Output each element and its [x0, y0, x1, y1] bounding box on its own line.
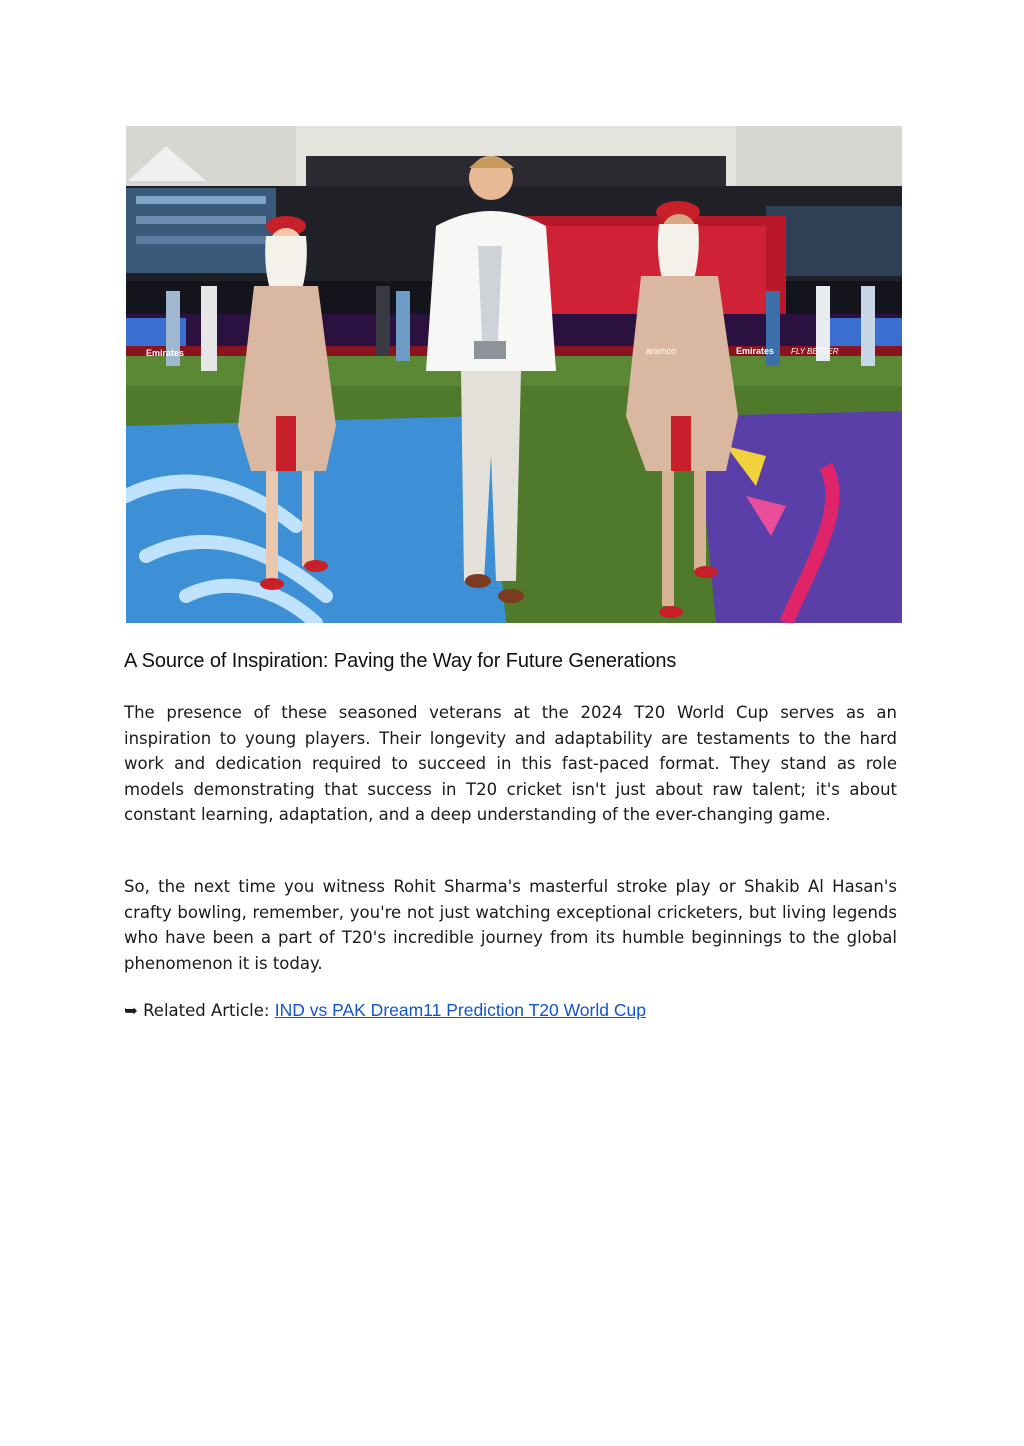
arrow-icon: ➥	[124, 1001, 138, 1020]
signage-fly-better: FLY BETTER	[791, 347, 839, 356]
paragraph-living-legends: So, the next time you witness Rohit Sharma's masterful stroke play or Shakib Al Hasan's crafty bowling, remember, you're not just watching exceptional cricketers, but living legends who have been a part of T20's incredible journey from its humble beginnings to the global phenomenon it is today.	[124, 877, 897, 973]
related-article	[124, 998, 646, 1024]
section-heading: A Source of Inspiration: Paving the Way for Future Generations	[124, 650, 677, 672]
related-article-link[interactable]: IND vs PAK Dream11 Prediction T20 World Cup	[274, 1000, 646, 1020]
related-article-label: Related Article:	[143, 1001, 270, 1020]
signage-aramco: aramco	[646, 346, 677, 356]
trophy-walk-photo	[126, 126, 902, 623]
signage-emirates-left: Emirates	[146, 348, 185, 358]
signage-emirates-right: Emirates	[736, 346, 775, 356]
paragraph-inspiration: The presence of these seasoned veterans at the 2024 T20 World Cup serves as an inspiration to young players. Their longevity and adaptability are testaments to the hard work and dedication required to succeed in this fast-paced format. They stand as role models demonstrating that success in T20 cricket isn't just about raw talent; it's about constant learning, adaptation, and a deep understanding of the ever-changing game.	[124, 703, 897, 825]
